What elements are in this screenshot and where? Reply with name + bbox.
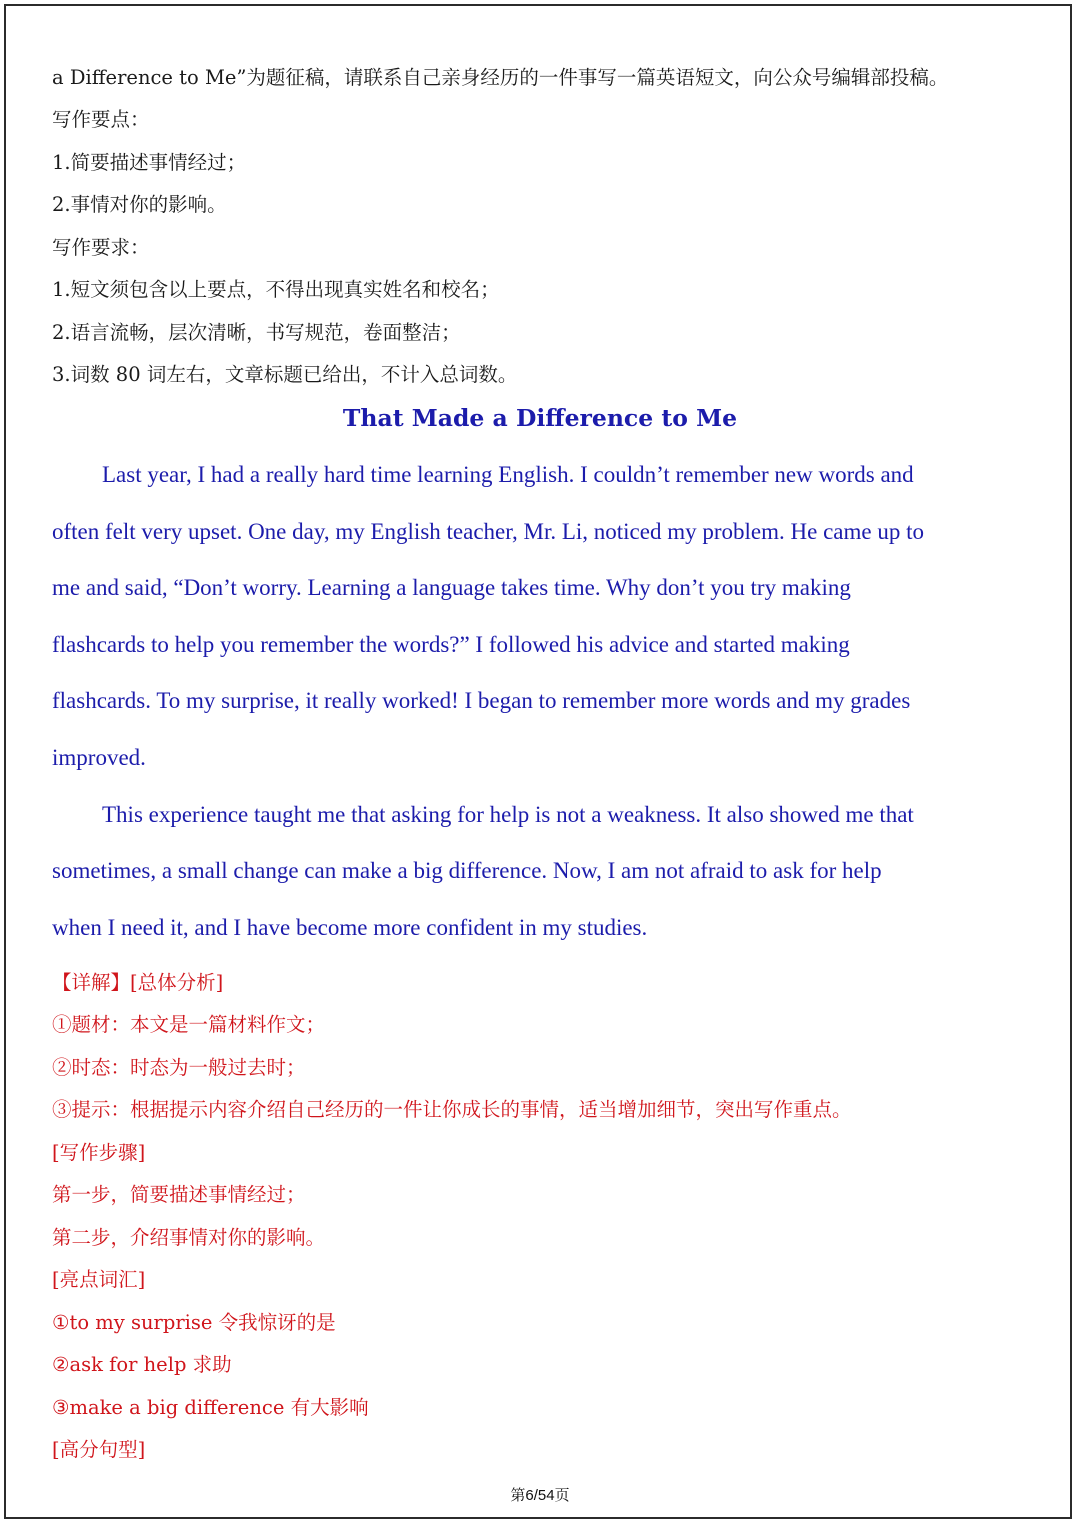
prompt-requirement: 1.短文须包含以上要点，不得出现真实姓名和校名；: [52, 278, 500, 301]
analysis-item: ②ask for help 求助: [52, 1353, 232, 1376]
analysis-heading: [亮点词汇]: [52, 1268, 146, 1291]
analysis-item: ①题材：本文是一篇材料作文；: [52, 1013, 326, 1036]
prompt-requirement: 2.语言流畅，层次清晰，书写规范，卷面整洁；: [52, 321, 461, 344]
essay-line: improved.: [52, 745, 146, 770]
analysis-item: ②时态：时态为一般过去时；: [52, 1056, 306, 1079]
analysis-item: ③提示：根据提示内容介绍自己经历的一件让你成长的事情，适当增加细节，突出写作重点。: [52, 1098, 852, 1121]
analysis-item: 第一步，简要描述事情经过；: [52, 1183, 306, 1206]
essay-line: when I need it, and I have become more confident in my studies.: [52, 915, 648, 940]
analysis-heading: [高分句型]: [52, 1438, 146, 1461]
essay-line: sometimes, a small change can make a big difference. Now, I am not afraid to ask for help: [52, 858, 882, 883]
analysis-heading: [写作步骤]: [52, 1141, 146, 1164]
prompt-heading: 写作要点：: [52, 108, 150, 131]
page-number: 第6/54页: [510, 1487, 570, 1504]
essay-line: often felt very upset. One day, my English teacher, Mr. Li, noticed my problem. He came up to: [52, 519, 924, 544]
prompt-point: 1.简要描述事情经过；: [52, 151, 247, 174]
analysis-item: ③make a big difference 有大影响: [52, 1396, 369, 1419]
essay-line: me and said, “Don’t worry. Learning a language takes time. Why don’t you try making: [52, 575, 851, 600]
prompt-heading: 写作要求：: [52, 236, 150, 259]
essay-title: That Made a Difference to Me: [342, 404, 738, 432]
prompt-line: a Difference to Me”为题征稿，请联系自己亲身经历的一件事写一篇英语短文，向公众号编辑部投稿。: [52, 66, 949, 89]
document-page: [4, 4, 1072, 1519]
analysis-item: 第二步，介绍事情对你的影响。: [52, 1226, 326, 1249]
essay-line: flashcards. To my surprise, it really worked! I began to remember more words and my grades: [52, 688, 911, 713]
analysis-item: ①to my surprise 令我惊讶的是: [52, 1311, 336, 1334]
analysis-heading: 【详解】[总体分析]: [52, 971, 224, 994]
essay-line: flashcards to help you remember the words?” I followed his advice and started making: [52, 632, 850, 657]
essay-line: This experience taught me that asking for help is not a weakness. It also showed me that: [102, 802, 914, 827]
essay-line: Last year, I had a really hard time learning English. I couldn’t remember new words and: [102, 462, 914, 487]
prompt-requirement: 3.词数 80 词左右，文章标题已给出，不计入总词数。: [52, 363, 518, 386]
prompt-point: 2.事情对你的影响。: [52, 193, 227, 216]
